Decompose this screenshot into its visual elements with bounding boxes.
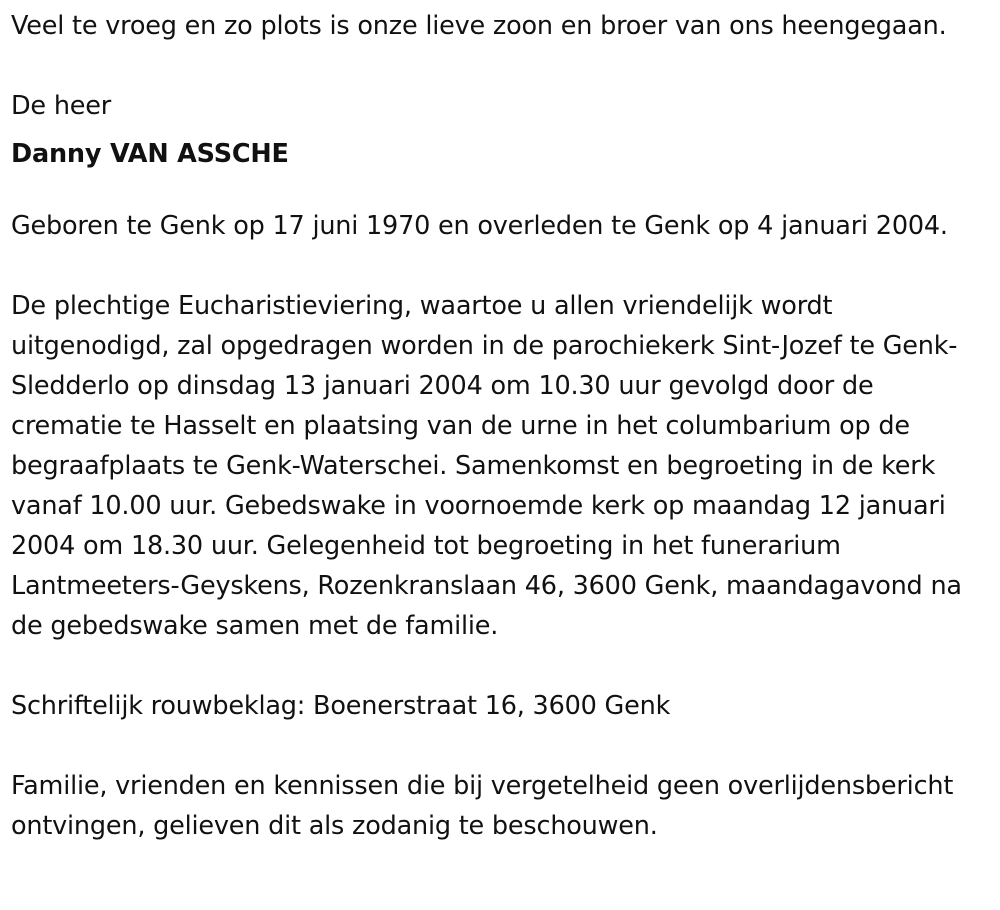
closing-paragraph: Familie, vrienden en kennissen die bij vergetelheid geen overlijdensbericht ontvingen, gelieven dit als zodanig te beschouwen. bbox=[11, 771, 954, 841]
spacer bbox=[11, 246, 986, 286]
spacer bbox=[11, 726, 986, 766]
intro-paragraph: Veel te vroeg en zo plots is onze lieve zoon en broer van ons heengegaan. bbox=[11, 11, 947, 41]
ceremony-paragraph: De plechtige Eucharistieviering, waartoe u allen vriendelijk wordt uitgenodigd, zal opgedragen worden in de parochiekerk Sint-Jozef te Genk-Sledderlo op dinsdag 13 januari 2004 om 10.30 uur gevolgd door de crematie te Hasselt en plaatsing van de urne in het columbarium op de begraafplaats te Genk-Waterschei. Samenkomst en begroeting in de kerk vanaf 10.00 uur. Gebedswake in voornoemde kerk op maandag 12 januari 2004 om 18.30 uur. Gelegenheid tot begroeting in het funerarium Lantmeeters-Geyskens, Rozenkranslaan 46, 3600 Genk, maandagavond na de gebedswake samen met de familie. bbox=[11, 291, 962, 641]
salutation: De heer bbox=[11, 91, 112, 121]
birth-death-paragraph: Geboren te Genk op 17 juni 1970 en overleden te Genk op 4 januari 2004. bbox=[11, 211, 948, 241]
deceased-name: Danny VAN ASSCHE bbox=[11, 139, 289, 169]
spacer bbox=[11, 646, 986, 686]
spacer bbox=[11, 174, 986, 206]
spacer bbox=[11, 46, 986, 86]
obituary-notice bbox=[11, 6, 986, 846]
condolences-paragraph: Schriftelijk rouwbeklag: Boenerstraat 16, 3600 Genk bbox=[11, 691, 671, 721]
